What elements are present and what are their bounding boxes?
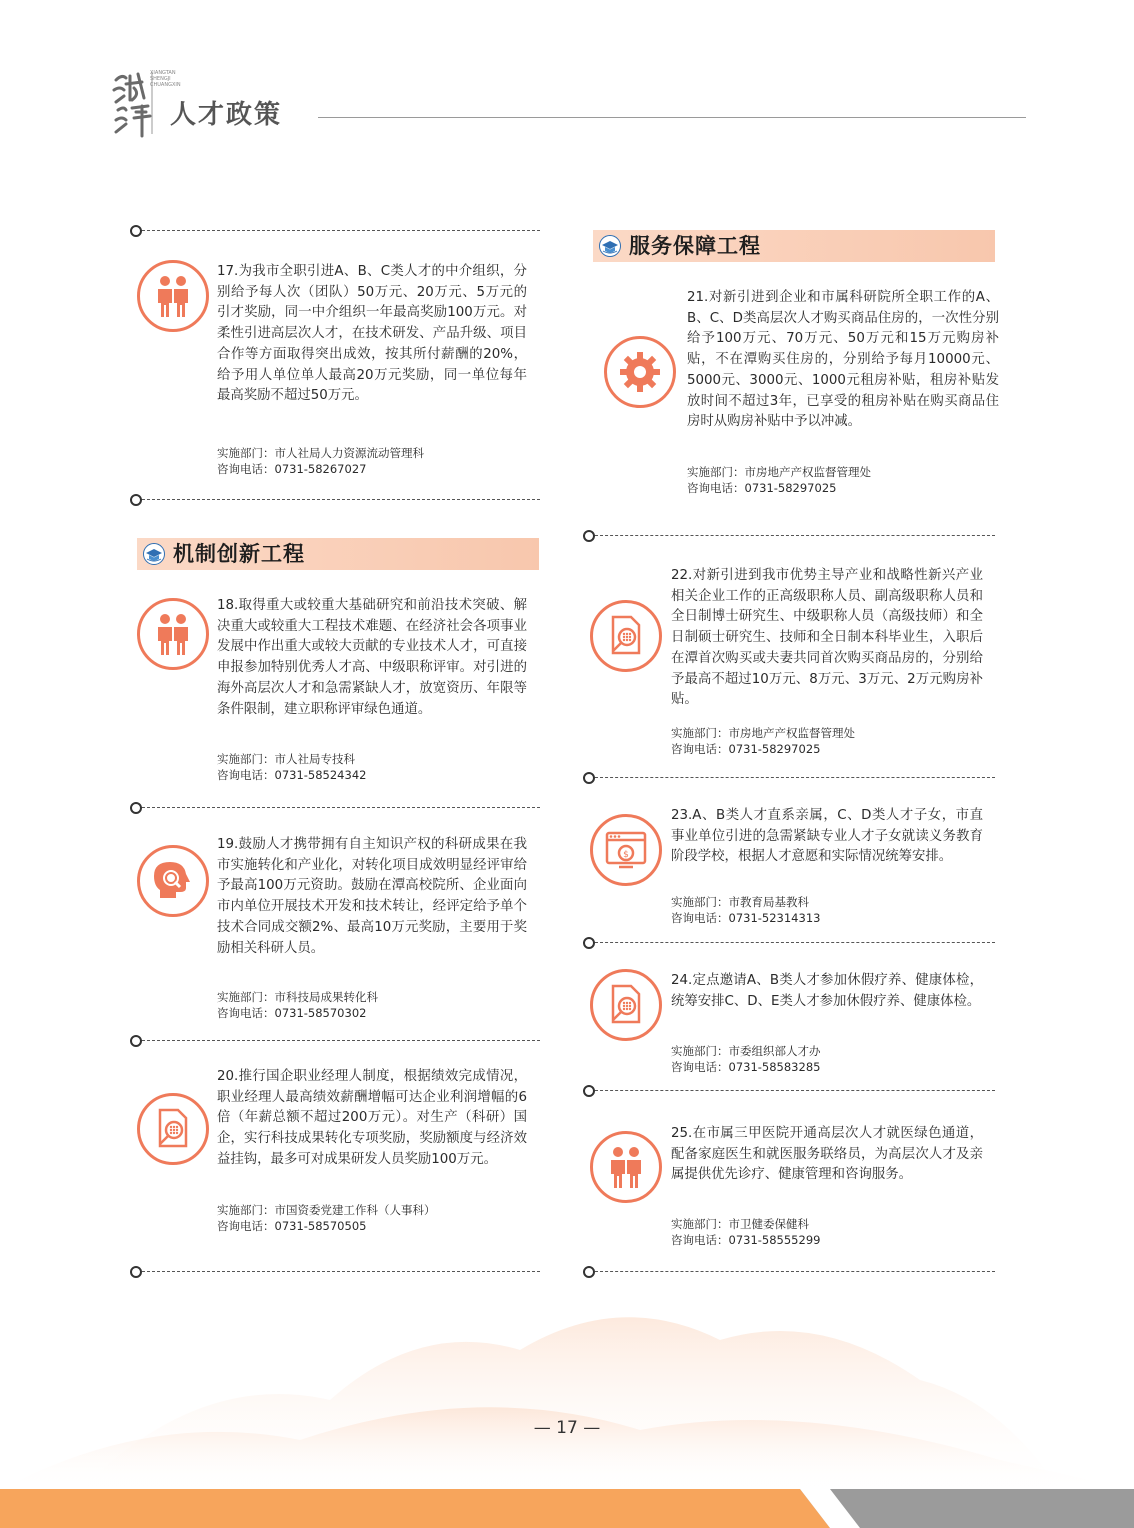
divider [583,1085,995,1097]
divider [583,937,995,949]
mountain-decoration [0,1290,1134,1490]
section-title: 服务保障工程 [629,234,761,258]
consult-phone: 咨询电话：0731-58297025 [687,481,837,495]
policy-22-meta [671,725,983,757]
gear-icon [604,336,676,408]
consult-phone: 咨询电话：0731-58524342 [217,768,367,782]
policy-23-meta [671,894,983,926]
policy-item-17: 17.为我市全职引进A、B、C类人才的中介组织，分别给予每人次（团队）50万元、20万元、5万元的引才奖励，同一中介组织一年最高奖励100万元。对柔性引进高层次人才，在技术研发、产品升级、项目合作等方面取得突出成效，按其所付薪酬的20%，给予用人单位单人最高20万元奖励，同一单位每年最高奖励不超过50万元。 [217,264,527,404]
header-title: 人才政策 [170,100,283,130]
policy-item-25: 25.在市属三甲医院开通高层次人才就医绿色通道，配备家庭医生和就医服务联络员，为高层次人才及亲属提供优先诊疗、健康管理和咨询服务。 [671,1126,983,1183]
implementing-dept: 实施部门：市国资委党建工作科（人事科） [217,1203,436,1217]
policy-19-meta [217,989,527,1021]
divider [583,1266,995,1278]
divider [130,494,540,506]
policy-18-meta [217,751,527,783]
policy-item-21: 21.对新引进到企业和市属科研院所全职工作的A、B、C、D类高层次人才购买商品住房的，一次性分别给予100万元、70万元、50万元和15万元购房补贴，不在潭购买住房的，分别给予每月10000元、5000元、3000元、1000元租房补贴，租房补贴发放时间不超过3年，已享受的租房补贴在购买商品住房时从购房补贴中予以冲减。 [687,290,999,430]
divider [130,225,540,237]
policy-item-23: 23.A、B类人才直系亲属，C、D类人才子女，市直事业单位引进的急需紧缺专业人才子女就读义务教育阶段学校，根据人才意愿和实际情况统筹安排。 [671,808,983,865]
policy-20-meta [217,1202,527,1234]
policy-item-24: 24.定点邀请A、B类人才参加休假疗养、健康体检，统筹安排C、D、E类人才参加休假疗养、健康体检。 [671,973,983,1009]
section-banner-mechanism [137,538,539,570]
implementing-dept: 实施部门：市房地产产权监督管理处 [671,726,855,740]
policy-25-meta [671,1216,983,1248]
policy-item-19: 19.鼓励人才携带拥有自主知识产权的科研成果在我市实施转化和产业化，对转化项目成效明显经评审给予最高100万元资助。鼓励在潭高校院所、企业面向市内单位开展技术开发和技术转让，经评定给予单个技术合同成交额2%、最高10万元奖励，主要用于奖励相关科研人员。 [217,837,527,956]
policy-item-22: 22.对新引进到我市优势主导产业和战略性新兴产业相关企业工作的正高级职称人员、副高级职称人员和全日制博士研究生、中级职称人员（高级技师）和全日制硕士研究生、技师和全日制本科毕业生，入职后在潭首次购买或夫妻共同首次购买商品房的，分别给予最高不超过10万元、8万元、3万元、2万元购房补贴。 [671,568,983,708]
document-search-icon [137,1093,209,1165]
people-icon [137,598,209,670]
consult-phone: 咨询电话：0731-58570302 [217,1006,367,1020]
document-search-icon [590,969,662,1041]
policy-24-meta [671,1043,983,1075]
graduation-cap-icon [143,543,165,565]
implementing-dept: 实施部门：市人社局人力资源流动管理科 [217,446,424,460]
implementing-dept: 实施部门：市科技局成果转化科 [217,990,378,1004]
browser-money-icon [590,814,662,886]
implementing-dept: 实施部门：市教育局基教科 [671,895,809,909]
consult-phone: 咨询电话：0731-58267027 [217,462,367,476]
head-search-icon [137,845,209,917]
consult-phone: 咨询电话：0731-52314313 [671,911,821,925]
consult-phone: 咨询电话：0731-58555299 [671,1233,821,1247]
consult-phone: 咨询电话：0731-58297025 [671,742,821,756]
divider [583,772,995,784]
divider [130,1266,540,1278]
people-icon [137,260,209,332]
consult-phone: 咨询电话：0731-58583285 [671,1060,821,1074]
policy-21-meta [687,464,999,496]
section-title: 机制创新工程 [173,542,305,566]
logo-subtext: XIANGTAN SHENGJI CHUANGXIN [150,70,181,88]
implementing-dept: 实施部门：市卫健委保健科 [671,1217,809,1231]
header-rule [318,117,1026,118]
implementing-dept: 实施部门：市房地产产权监督管理处 [687,465,871,479]
people-icon [590,1131,662,1203]
footer-bar [0,1489,1134,1528]
page-number: — 17 — [533,1418,601,1438]
document-search-icon [590,600,662,672]
section-banner-service [593,230,995,262]
policy-17-meta [217,445,527,477]
svg-text:$: $ [623,850,629,860]
policy-item-18: 18.取得重大或较重大基础研究和前沿技术突破、解决重大或较重大工程技术难题、在经济社会各项事业发展中作出重大或较大贡献的专业技术人才，可直接申报参加特别优秀人才高、中级职称评审。对引进的海外高层次人才和急需紧缺人才，放宽资历、年限等条件限制，建立职称评审绿色通道。 [217,598,527,717]
policy-item-20: 20.推行国企职业经理人制度，根据绩效完成情况，职业经理人最高绩效薪酬增幅可达企业利润增幅的6倍（年薪总额不超过200万元）。对生产（科研）国企，实行科技成果转化专项奖励，奖励额度与经济效益挂钩，最多可对成果研发人员奖励100万元。 [217,1069,527,1167]
divider [130,802,540,814]
divider [130,1035,540,1047]
divider [583,530,995,542]
implementing-dept: 实施部门：市人社局专技科 [217,752,355,766]
implementing-dept: 实施部门：市委组织部人才办 [671,1044,821,1058]
consult-phone: 咨询电话：0731-58570505 [217,1219,367,1233]
graduation-cap-icon [599,235,621,257]
